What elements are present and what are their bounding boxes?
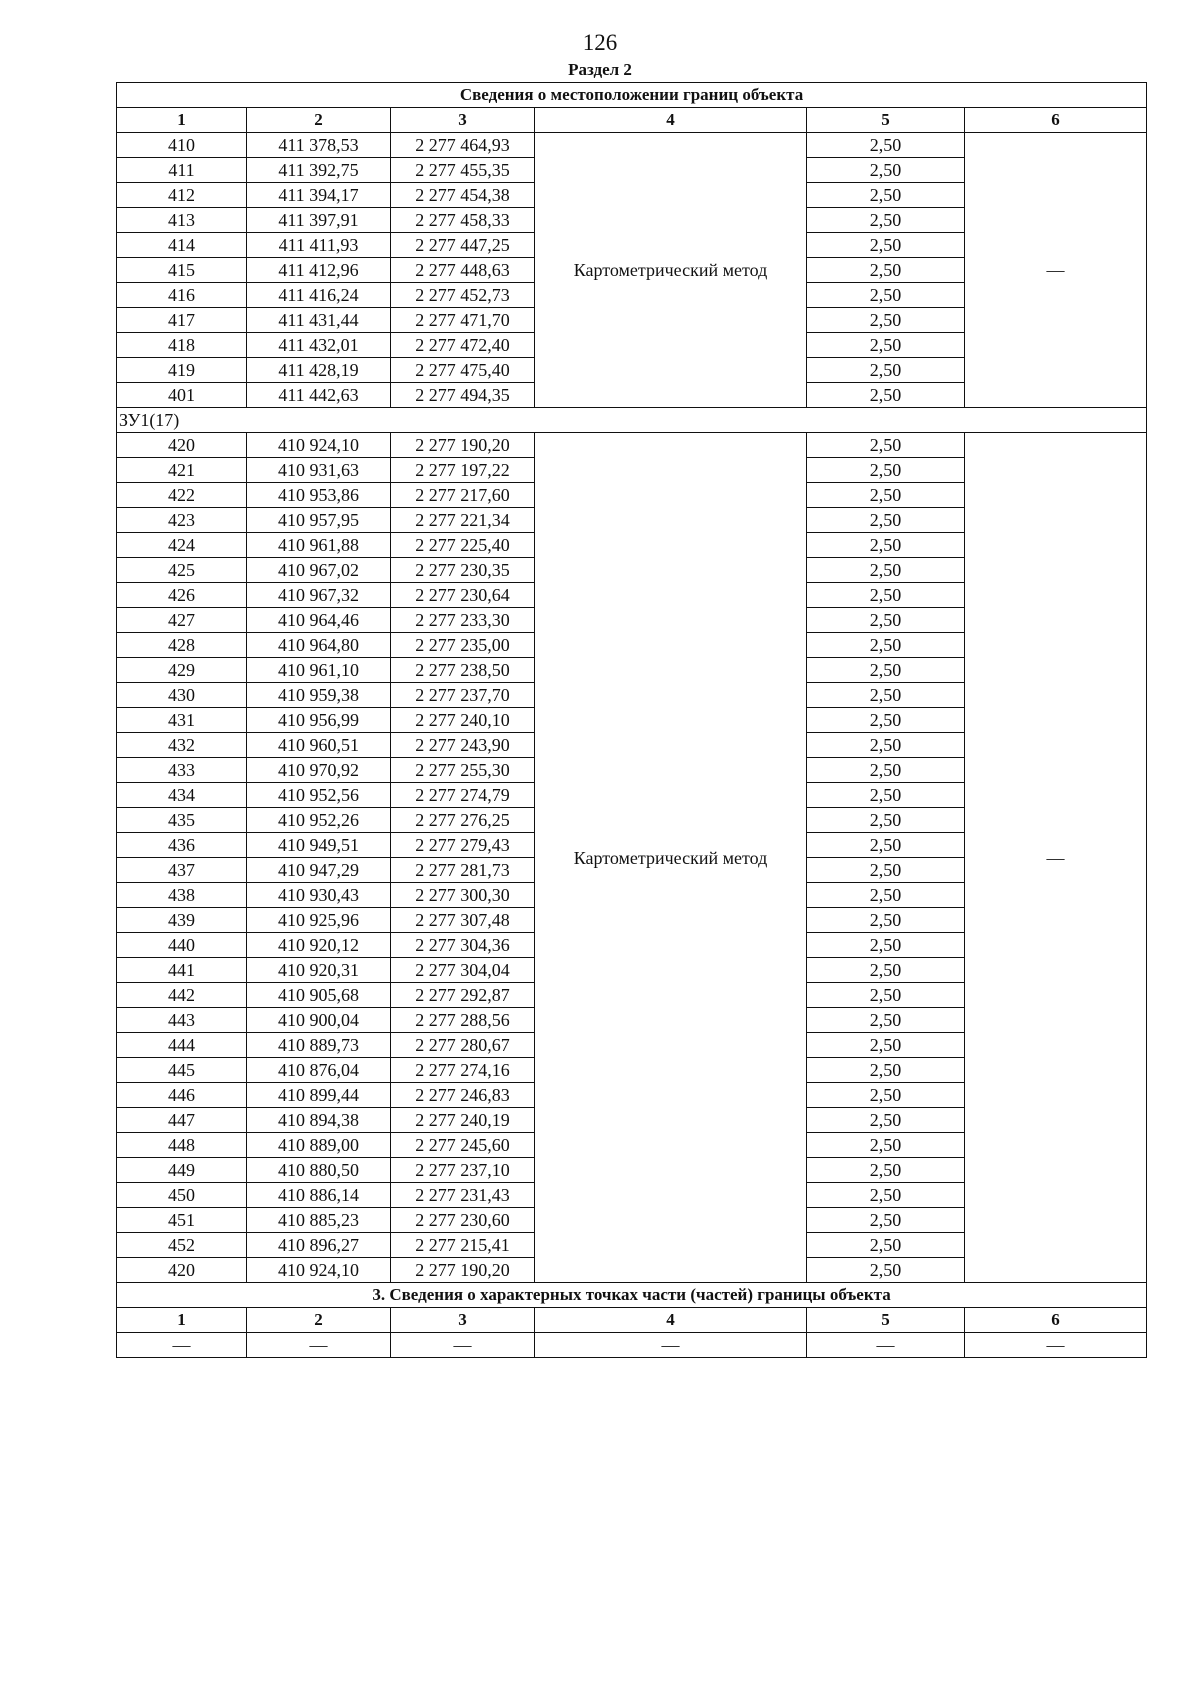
- point-number: 444: [117, 1033, 247, 1058]
- empty-value: —: [535, 1333, 807, 1358]
- column-header: 6: [965, 108, 1147, 133]
- coordinate-x: 410 970,92: [247, 758, 391, 783]
- coordinate-x: 410 920,12: [247, 933, 391, 958]
- group-label-row: [117, 408, 1147, 433]
- coordinate-x: 410 964,46: [247, 608, 391, 633]
- point-number: 411: [117, 158, 247, 183]
- coordinate-x: 410 931,63: [247, 458, 391, 483]
- coordinate-x: 410 885,23: [247, 1208, 391, 1233]
- accuracy-value: 2,50: [807, 208, 965, 233]
- coordinate-y: 2 277 464,93: [391, 133, 535, 158]
- coordinate-y: 2 277 280,67: [391, 1033, 535, 1058]
- coordinate-x: 410 947,29: [247, 858, 391, 883]
- coordinate-x: 410 956,99: [247, 708, 391, 733]
- point-number: 401: [117, 383, 247, 408]
- accuracy-value: 2,50: [807, 258, 965, 283]
- coordinate-y: 2 277 245,60: [391, 1133, 535, 1158]
- accuracy-value: 2,50: [807, 658, 965, 683]
- coordinate-x: 410 880,50: [247, 1158, 391, 1183]
- empty-value: —: [117, 1333, 247, 1358]
- accuracy-value: 2,50: [807, 508, 965, 533]
- table-row: [117, 433, 1147, 458]
- table-title-row: [117, 83, 1147, 108]
- coordinate-y: 2 277 243,90: [391, 733, 535, 758]
- coordinate-y: 2 277 274,16: [391, 1058, 535, 1083]
- coordinate-x: 410 889,00: [247, 1133, 391, 1158]
- point-number: 412: [117, 183, 247, 208]
- coordinate-x: 410 930,43: [247, 883, 391, 908]
- point-number: 448: [117, 1133, 247, 1158]
- point-number: 426: [117, 583, 247, 608]
- point-number: 451: [117, 1208, 247, 1233]
- coordinate-y: 2 277 279,43: [391, 833, 535, 858]
- note-cell: —: [965, 433, 1147, 1283]
- empty-value: —: [807, 1333, 965, 1358]
- point-number: 443: [117, 1008, 247, 1033]
- point-number: 425: [117, 558, 247, 583]
- note-cell: —: [965, 133, 1147, 408]
- coordinate-y: 2 277 197,22: [391, 458, 535, 483]
- coordinate-x: 410 896,27: [247, 1233, 391, 1258]
- accuracy-value: 2,50: [807, 1133, 965, 1158]
- accuracy-value: 2,50: [807, 333, 965, 358]
- column-header-row: [117, 108, 1147, 133]
- point-number: 421: [117, 458, 247, 483]
- group-label: ЗУ1(17): [117, 408, 1147, 433]
- point-number: 410: [117, 133, 247, 158]
- accuracy-value: 2,50: [807, 358, 965, 383]
- coordinate-x: 410 957,95: [247, 508, 391, 533]
- empty-value: —: [391, 1333, 535, 1358]
- column-header: 2: [247, 108, 391, 133]
- point-number: 422: [117, 483, 247, 508]
- coordinate-y: 2 277 240,10: [391, 708, 535, 733]
- point-number: 437: [117, 858, 247, 883]
- coordinate-x: 411 442,63: [247, 383, 391, 408]
- point-number: 418: [117, 333, 247, 358]
- accuracy-value: 2,50: [807, 133, 965, 158]
- section-title: Раздел 2: [568, 60, 632, 79]
- table-title: Сведения о местоположении границ объекта: [117, 83, 1147, 108]
- column-header: 5: [807, 108, 965, 133]
- coordinate-y: 2 277 246,83: [391, 1083, 535, 1108]
- accuracy-value: 2,50: [807, 1183, 965, 1208]
- coordinate-y: 2 277 230,60: [391, 1208, 535, 1233]
- accuracy-value: 2,50: [807, 683, 965, 708]
- point-number: 431: [117, 708, 247, 733]
- point-number: 428: [117, 633, 247, 658]
- accuracy-value: 2,50: [807, 883, 965, 908]
- point-number: 419: [117, 358, 247, 383]
- accuracy-value: 2,50: [807, 1258, 965, 1283]
- point-number: 446: [117, 1083, 247, 1108]
- coordinate-y: 2 277 274,79: [391, 783, 535, 808]
- coordinate-y: 2 277 230,35: [391, 558, 535, 583]
- accuracy-value: 2,50: [807, 1058, 965, 1083]
- table-row: [117, 133, 1147, 158]
- column-header: 1: [117, 1308, 247, 1333]
- accuracy-value: 2,50: [807, 983, 965, 1008]
- coordinate-y: 2 277 281,73: [391, 858, 535, 883]
- point-number: 438: [117, 883, 247, 908]
- column-header: 4: [535, 1308, 807, 1333]
- coordinate-y: 2 277 215,41: [391, 1233, 535, 1258]
- coordinate-x: 410 924,10: [247, 1258, 391, 1283]
- coordinate-y: 2 277 471,70: [391, 308, 535, 333]
- point-number: 440: [117, 933, 247, 958]
- column-header: 3: [391, 108, 535, 133]
- coordinate-y: 2 277 190,20: [391, 1258, 535, 1283]
- coordinate-y: 2 277 233,30: [391, 608, 535, 633]
- boundary-table: [116, 82, 1147, 1358]
- coordinate-x: 411 412,96: [247, 258, 391, 283]
- empty-value: —: [965, 1333, 1147, 1358]
- accuracy-value: 2,50: [807, 1158, 965, 1183]
- point-number: 447: [117, 1108, 247, 1133]
- point-number: 435: [117, 808, 247, 833]
- accuracy-value: 2,50: [807, 283, 965, 308]
- point-number: 430: [117, 683, 247, 708]
- coordinate-x: 410 961,10: [247, 658, 391, 683]
- coordinate-y: 2 277 235,00: [391, 633, 535, 658]
- coordinate-y: 2 277 230,64: [391, 583, 535, 608]
- empty-value: —: [247, 1333, 391, 1358]
- coordinate-y: 2 277 225,40: [391, 533, 535, 558]
- coordinate-x: 410 964,80: [247, 633, 391, 658]
- accuracy-value: 2,50: [807, 483, 965, 508]
- coordinate-y: 2 277 447,25: [391, 233, 535, 258]
- part-section-row: [117, 1333, 1147, 1358]
- coordinate-x: 410 889,73: [247, 1033, 391, 1058]
- point-number: 450: [117, 1183, 247, 1208]
- coordinate-y: 2 277 472,40: [391, 333, 535, 358]
- coordinate-y: 2 277 231,43: [391, 1183, 535, 1208]
- coordinate-y: 2 277 255,30: [391, 758, 535, 783]
- point-number: 429: [117, 658, 247, 683]
- point-number: 445: [117, 1058, 247, 1083]
- accuracy-value: 2,50: [807, 933, 965, 958]
- point-number: 413: [117, 208, 247, 233]
- coordinate-y: 2 277 494,35: [391, 383, 535, 408]
- point-number: 415: [117, 258, 247, 283]
- page-number: 126: [582, 30, 618, 55]
- coordinate-x: 410 899,44: [247, 1083, 391, 1108]
- coordinate-y: 2 277 452,73: [391, 283, 535, 308]
- coordinate-x: 411 428,19: [247, 358, 391, 383]
- accuracy-value: 2,50: [807, 733, 965, 758]
- coordinate-y: 2 277 304,04: [391, 958, 535, 983]
- accuracy-value: 2,50: [807, 1008, 965, 1033]
- point-number: 423: [117, 508, 247, 533]
- accuracy-value: 2,50: [807, 958, 965, 983]
- coordinate-y: 2 277 288,56: [391, 1008, 535, 1033]
- method-cell: Картометрический метод: [535, 133, 807, 408]
- column-header: 6: [965, 1308, 1147, 1333]
- accuracy-value: 2,50: [807, 458, 965, 483]
- coordinate-y: 2 277 304,36: [391, 933, 535, 958]
- column-header: 2: [247, 1308, 391, 1333]
- coordinate-x: 410 900,04: [247, 1008, 391, 1033]
- accuracy-value: 2,50: [807, 383, 965, 408]
- coordinate-x: 411 392,75: [247, 158, 391, 183]
- accuracy-value: 2,50: [807, 1233, 965, 1258]
- accuracy-value: 2,50: [807, 1108, 965, 1133]
- coordinate-y: 2 277 292,87: [391, 983, 535, 1008]
- accuracy-value: 2,50: [807, 708, 965, 733]
- coordinate-x: 410 924,10: [247, 433, 391, 458]
- coordinate-y: 2 277 458,33: [391, 208, 535, 233]
- point-number: 433: [117, 758, 247, 783]
- point-number: 420: [117, 433, 247, 458]
- coordinate-x: 410 920,31: [247, 958, 391, 983]
- coordinate-x: 410 894,38: [247, 1108, 391, 1133]
- accuracy-value: 2,50: [807, 758, 965, 783]
- accuracy-value: 2,50: [807, 533, 965, 558]
- point-number: 439: [117, 908, 247, 933]
- method-cell: Картометрический метод: [535, 433, 807, 1283]
- accuracy-value: 2,50: [807, 833, 965, 858]
- coordinate-x: 411 378,53: [247, 133, 391, 158]
- coordinate-y: 2 277 237,70: [391, 683, 535, 708]
- coordinate-x: 411 397,91: [247, 208, 391, 233]
- coordinate-x: 410 952,56: [247, 783, 391, 808]
- accuracy-value: 2,50: [807, 558, 965, 583]
- column-header: 3: [391, 1308, 535, 1333]
- point-number: 414: [117, 233, 247, 258]
- coordinate-x: 410 959,38: [247, 683, 391, 708]
- coordinate-x: 410 952,26: [247, 808, 391, 833]
- point-number: 417: [117, 308, 247, 333]
- accuracy-value: 2,50: [807, 233, 965, 258]
- accuracy-value: 2,50: [807, 808, 965, 833]
- point-number: 449: [117, 1158, 247, 1183]
- accuracy-value: 2,50: [807, 608, 965, 633]
- coordinate-y: 2 277 190,20: [391, 433, 535, 458]
- coordinate-x: 410 905,68: [247, 983, 391, 1008]
- coordinate-x: 410 953,86: [247, 483, 391, 508]
- point-number: 420: [117, 1258, 247, 1283]
- coordinate-y: 2 277 307,48: [391, 908, 535, 933]
- coordinate-y: 2 277 221,34: [391, 508, 535, 533]
- point-number: 441: [117, 958, 247, 983]
- point-number: 442: [117, 983, 247, 1008]
- coordinate-x: 410 967,02: [247, 558, 391, 583]
- accuracy-value: 2,50: [807, 1208, 965, 1233]
- coordinate-y: 2 277 475,40: [391, 358, 535, 383]
- coordinate-y: 2 277 238,50: [391, 658, 535, 683]
- coordinate-y: 2 277 217,60: [391, 483, 535, 508]
- accuracy-value: 2,50: [807, 908, 965, 933]
- coordinate-x: 411 431,44: [247, 308, 391, 333]
- coordinate-y: 2 277 276,25: [391, 808, 535, 833]
- accuracy-value: 2,50: [807, 783, 965, 808]
- coordinate-y: 2 277 237,10: [391, 1158, 535, 1183]
- accuracy-value: 2,50: [807, 158, 965, 183]
- coordinate-x: 411 394,17: [247, 183, 391, 208]
- accuracy-value: 2,50: [807, 433, 965, 458]
- part-section-header-row: [117, 1308, 1147, 1333]
- coordinate-y: 2 277 240,19: [391, 1108, 535, 1133]
- part-section-title: 3. Сведения о характерных точках части (частей) границы объекта: [117, 1283, 1147, 1308]
- coordinate-x: 411 432,01: [247, 333, 391, 358]
- coordinate-x: 410 949,51: [247, 833, 391, 858]
- point-number: 416: [117, 283, 247, 308]
- point-number: 434: [117, 783, 247, 808]
- point-number: 432: [117, 733, 247, 758]
- coordinate-x: 411 411,93: [247, 233, 391, 258]
- coordinate-y: 2 277 455,35: [391, 158, 535, 183]
- accuracy-value: 2,50: [807, 183, 965, 208]
- accuracy-value: 2,50: [807, 633, 965, 658]
- coordinate-y: 2 277 454,38: [391, 183, 535, 208]
- part-section-title-row: [117, 1283, 1147, 1308]
- accuracy-value: 2,50: [807, 308, 965, 333]
- accuracy-value: 2,50: [807, 858, 965, 883]
- coordinate-x: 410 925,96: [247, 908, 391, 933]
- point-number: 424: [117, 533, 247, 558]
- coordinate-y: 2 277 448,63: [391, 258, 535, 283]
- column-header: 5: [807, 1308, 965, 1333]
- coordinate-x: 410 961,88: [247, 533, 391, 558]
- coordinate-x: 410 886,14: [247, 1183, 391, 1208]
- coordinate-x: 410 876,04: [247, 1058, 391, 1083]
- coordinate-x: 410 960,51: [247, 733, 391, 758]
- coordinate-x: 411 416,24: [247, 283, 391, 308]
- accuracy-value: 2,50: [807, 583, 965, 608]
- coordinate-y: 2 277 300,30: [391, 883, 535, 908]
- point-number: 452: [117, 1233, 247, 1258]
- column-header: 1: [117, 108, 247, 133]
- accuracy-value: 2,50: [807, 1033, 965, 1058]
- point-number: 427: [117, 608, 247, 633]
- coordinate-x: 410 967,32: [247, 583, 391, 608]
- accuracy-value: 2,50: [807, 1083, 965, 1108]
- column-header: 4: [535, 108, 807, 133]
- point-number: 436: [117, 833, 247, 858]
